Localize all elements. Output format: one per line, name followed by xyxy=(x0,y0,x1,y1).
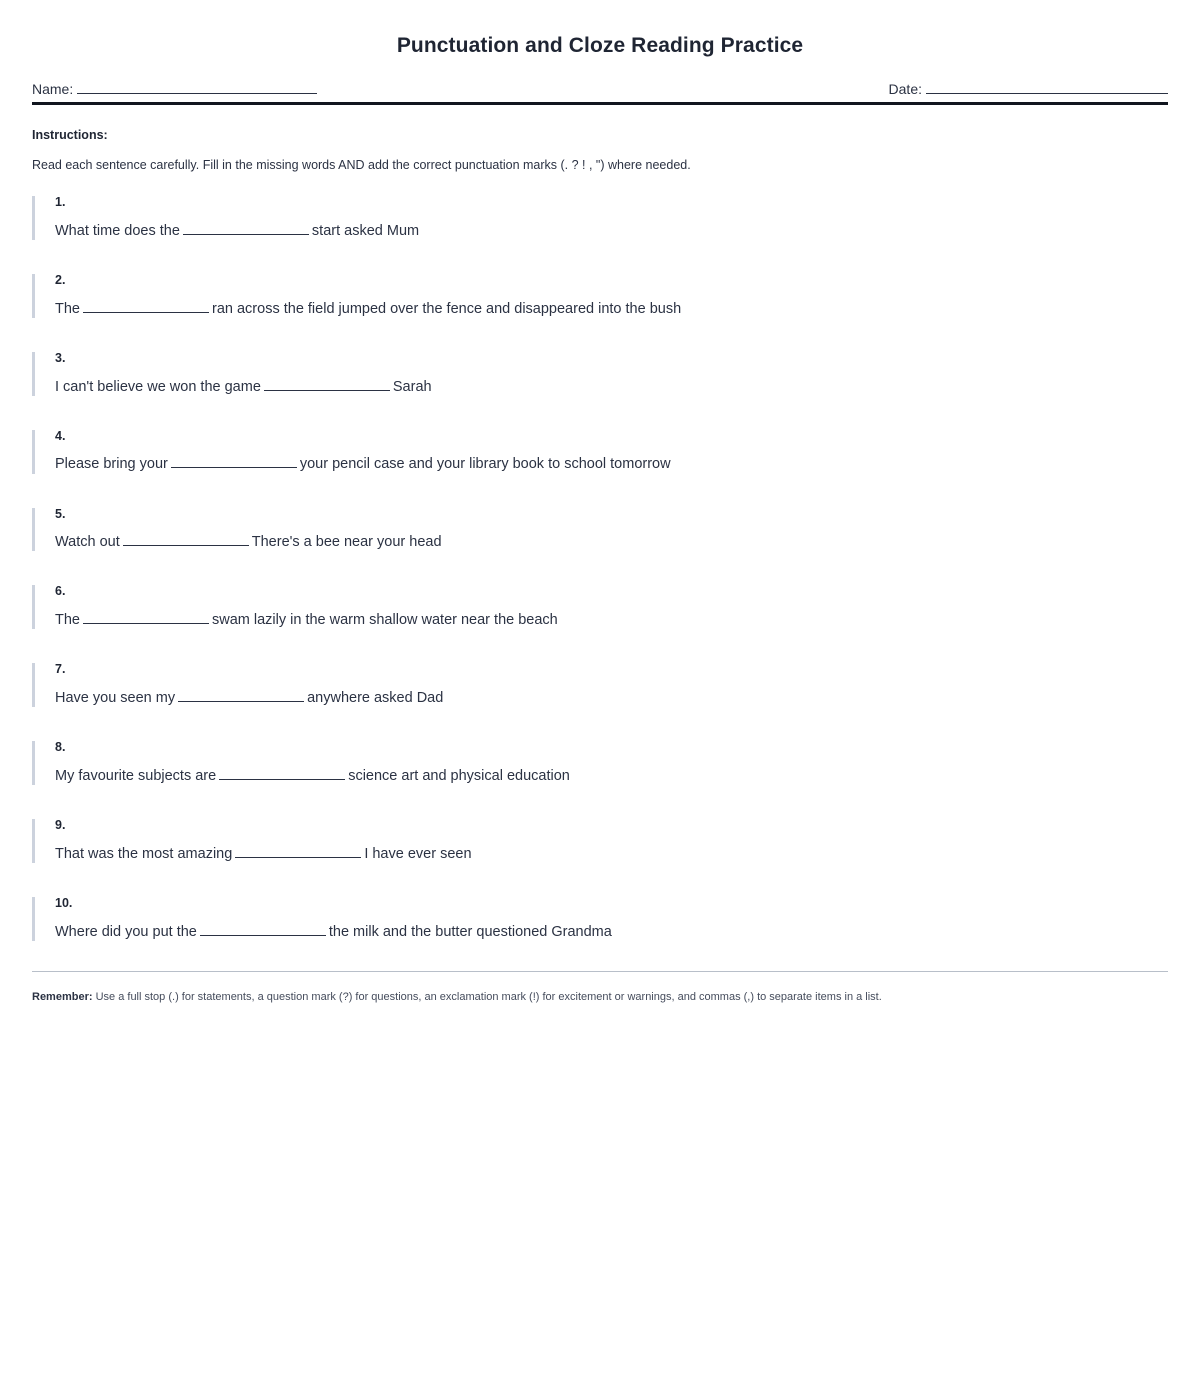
question-item xyxy=(32,585,1168,629)
question-item xyxy=(32,196,1168,240)
question-number: 8. xyxy=(55,740,66,755)
question-text xyxy=(55,610,1168,629)
question-text xyxy=(55,299,1168,318)
answer-blank[interactable] xyxy=(123,532,249,546)
question-text-before: Please bring your xyxy=(55,456,168,473)
question-text-after: science art and physical education xyxy=(348,767,570,784)
question-number: 7. xyxy=(55,662,66,677)
question-text xyxy=(55,688,1168,707)
question-item xyxy=(32,274,1168,318)
footer-note-text: Use a full stop (.) for statements, a question mark (?) for questions, an exclamation mark (!) for excitement or warnings, and commas (,) to separate items in a list. xyxy=(95,990,882,1003)
question-text-after: the milk and the butter questioned Grandma xyxy=(328,923,612,940)
question-number: 4. xyxy=(55,428,66,443)
question-text-after: anywhere asked Dad xyxy=(307,690,444,707)
question-item xyxy=(32,741,1168,785)
question-text-before: What time does the xyxy=(55,222,180,239)
question-text-after: There's a bee near your head xyxy=(251,534,442,551)
answer-blank[interactable] xyxy=(178,688,304,702)
question-item xyxy=(32,430,1168,474)
question-text xyxy=(55,454,1168,473)
question-text-after: your pencil case and your library book to school tomorrow xyxy=(299,456,671,473)
question-number: 6. xyxy=(55,584,66,599)
question-text xyxy=(55,532,1168,551)
question-number: 9. xyxy=(55,818,66,833)
question-text-before: Watch out xyxy=(55,534,120,551)
answer-blank[interactable] xyxy=(235,844,361,858)
date-write-line[interactable] xyxy=(926,80,1168,94)
question-list xyxy=(32,196,1168,941)
instructions-body: Read each sentence carefully. Fill in the missing words AND add the correct punctuation marks (. ? ! , ") where needed. xyxy=(32,158,691,173)
question-number: 10. xyxy=(55,895,73,910)
question-text-before: The xyxy=(55,612,80,629)
answer-blank[interactable] xyxy=(264,377,390,391)
question-text-before: That was the most amazing xyxy=(55,845,233,862)
date-label: Date: xyxy=(888,81,922,98)
footer-note-label: Remember: xyxy=(32,990,93,1003)
footer-divider xyxy=(32,971,1168,972)
question-text xyxy=(55,844,1168,863)
answer-blank[interactable] xyxy=(83,299,209,313)
question-text xyxy=(55,221,1168,240)
question-text-after: swam lazily in the warm shallow water near the beach xyxy=(212,612,558,629)
question-text-after: start asked Mum xyxy=(311,222,420,239)
question-text-before: My favourite subjects are xyxy=(55,767,217,784)
instructions-heading: Instructions: xyxy=(32,128,108,143)
footer-note xyxy=(32,990,1168,1005)
question-text-after: Sarah xyxy=(392,378,432,395)
question-text xyxy=(55,766,1168,785)
student-info-row xyxy=(32,80,1168,105)
answer-blank[interactable] xyxy=(219,766,345,780)
question-text-after: ran across the field jumped over the fence and disappeared into the bush xyxy=(212,300,682,317)
answer-blank[interactable] xyxy=(171,454,297,468)
question-text-after: I have ever seen xyxy=(364,845,472,862)
question-item xyxy=(32,819,1168,863)
page-title: Punctuation and Cloze Reading Practice xyxy=(396,34,804,57)
question-text xyxy=(55,922,1168,941)
question-text-before: Where did you put the xyxy=(55,923,197,940)
name-write-line[interactable] xyxy=(77,80,317,94)
answer-blank[interactable] xyxy=(83,610,209,624)
answer-blank[interactable] xyxy=(183,221,309,235)
question-text-before: The xyxy=(55,300,80,317)
answer-blank[interactable] xyxy=(200,922,326,936)
question-number: 3. xyxy=(55,350,66,365)
question-item xyxy=(32,663,1168,707)
question-item xyxy=(32,508,1168,552)
question-number: 1. xyxy=(55,195,66,210)
name-label: Name: xyxy=(32,81,74,98)
question-text xyxy=(55,377,1168,396)
date-field[interactable] xyxy=(889,80,1168,97)
name-field[interactable] xyxy=(32,80,317,97)
question-item xyxy=(32,352,1168,396)
question-item xyxy=(32,897,1168,941)
question-text-before: Have you seen my xyxy=(55,690,176,707)
question-text-before: I can't believe we won the game xyxy=(55,378,261,395)
question-number: 2. xyxy=(55,272,66,287)
question-number: 5. xyxy=(55,506,66,521)
